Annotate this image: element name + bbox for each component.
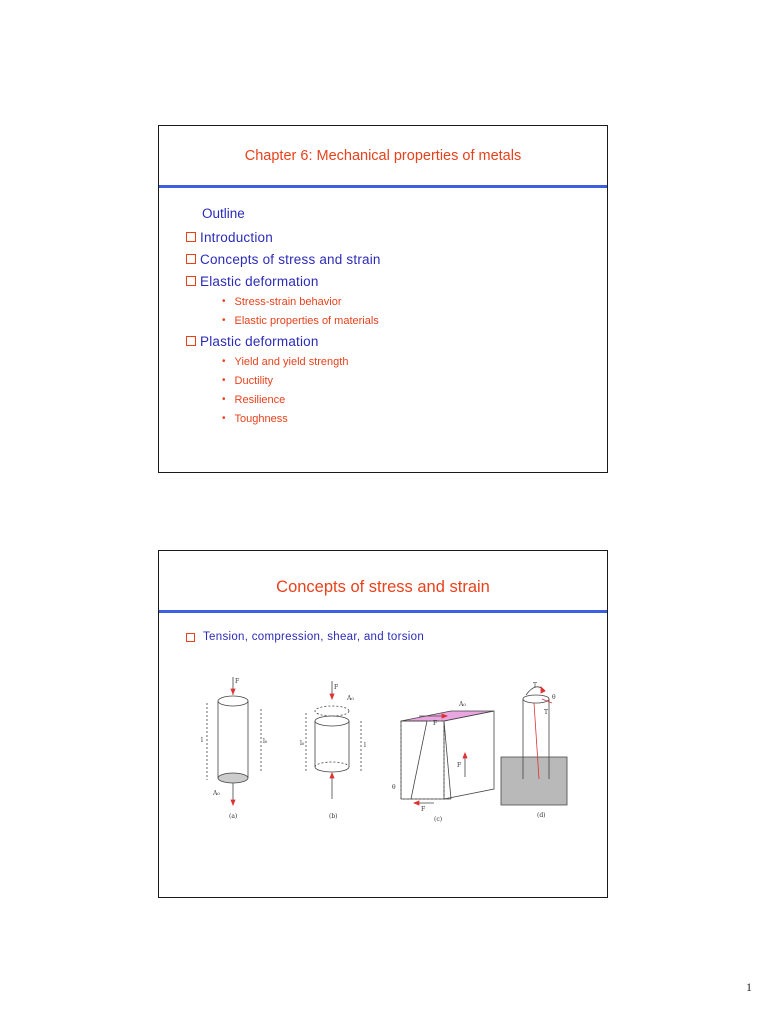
stress-strain-figure	[189, 677, 584, 827]
outline-subitem-label: Stress-strain behavior	[234, 295, 342, 308]
length-l0-label: l₀	[300, 740, 305, 747]
outline-item	[186, 226, 381, 248]
square-bullet-icon	[186, 232, 196, 242]
torque-label: T	[533, 682, 538, 689]
area-label: A₀	[459, 701, 466, 708]
dot-bullet-icon: •	[222, 315, 226, 326]
caption-c: (c)	[434, 816, 443, 823]
tension-specimen	[207, 677, 261, 805]
outline-subitem	[186, 311, 381, 330]
caption-d: (d)	[537, 812, 546, 819]
outline-subitem-label: Resilience	[234, 393, 286, 406]
outline-subitem-label: Elastic properties of materials	[234, 314, 379, 327]
force-label: F	[235, 678, 240, 685]
page-number: 1	[746, 980, 752, 994]
outline-subitem	[186, 390, 381, 409]
slide-title: Chapter 6: Mechanical properties of metals	[244, 148, 522, 164]
outline-subitem-label: Ductility	[234, 374, 274, 387]
length-l0-label: l₀	[263, 738, 268, 745]
dot-bullet-icon: •	[222, 296, 226, 307]
caption-b: (b)	[329, 813, 338, 820]
title-rule	[159, 185, 607, 188]
slide-title: Concepts of stress and strain	[276, 578, 490, 596]
tension-bullet-label: Tension, compression, shear, and torsion	[203, 631, 425, 643]
outline-item-label: Plastic deformation	[200, 333, 319, 349]
square-bullet-icon	[186, 633, 195, 642]
area-label: A₀	[213, 790, 220, 797]
outline-item	[186, 248, 381, 270]
outline-item-label: Introduction	[200, 229, 273, 245]
slide-stress-strain	[158, 550, 608, 898]
force-label: F	[421, 806, 426, 813]
outline-heading: Outline	[202, 206, 245, 221]
torque-label: T	[544, 709, 549, 716]
square-bullet-icon	[186, 254, 196, 264]
tension-bullet	[186, 631, 424, 643]
outline-subitem	[186, 292, 381, 311]
dot-bullet-icon: •	[222, 356, 226, 367]
title-rule	[159, 610, 607, 613]
outline-subitem-label: Yield and yield strength	[234, 355, 349, 368]
dot-bullet-icon: •	[222, 375, 226, 386]
force-label: F	[457, 762, 462, 769]
length-label: l	[201, 737, 203, 744]
dot-bullet-icon: •	[222, 394, 226, 405]
shear-specimen	[401, 711, 494, 805]
slide-outline	[158, 125, 608, 473]
caption-a: (a)	[229, 813, 238, 820]
angle-label: θ	[392, 784, 396, 791]
outline-item-label: Elastic deformation	[200, 273, 319, 289]
outline-item	[186, 270, 381, 292]
outline-item	[186, 330, 381, 352]
force-label: F	[334, 684, 339, 691]
dot-bullet-icon: •	[222, 413, 226, 424]
outline-item-label: Concepts of stress and strain	[200, 251, 381, 267]
square-bullet-icon	[186, 336, 196, 346]
area-label: A₀	[347, 695, 354, 702]
torsion-specimen	[501, 687, 567, 805]
square-bullet-icon	[186, 276, 196, 286]
outline-subitem-label: Toughness	[234, 412, 288, 425]
outline-subitem	[186, 409, 381, 428]
outline-subitem	[186, 352, 381, 371]
force-label: F	[433, 720, 438, 727]
angle-label: θ	[552, 694, 556, 701]
length-label: l	[364, 742, 366, 749]
outline-subitem	[186, 371, 381, 390]
outline-list	[186, 206, 381, 428]
